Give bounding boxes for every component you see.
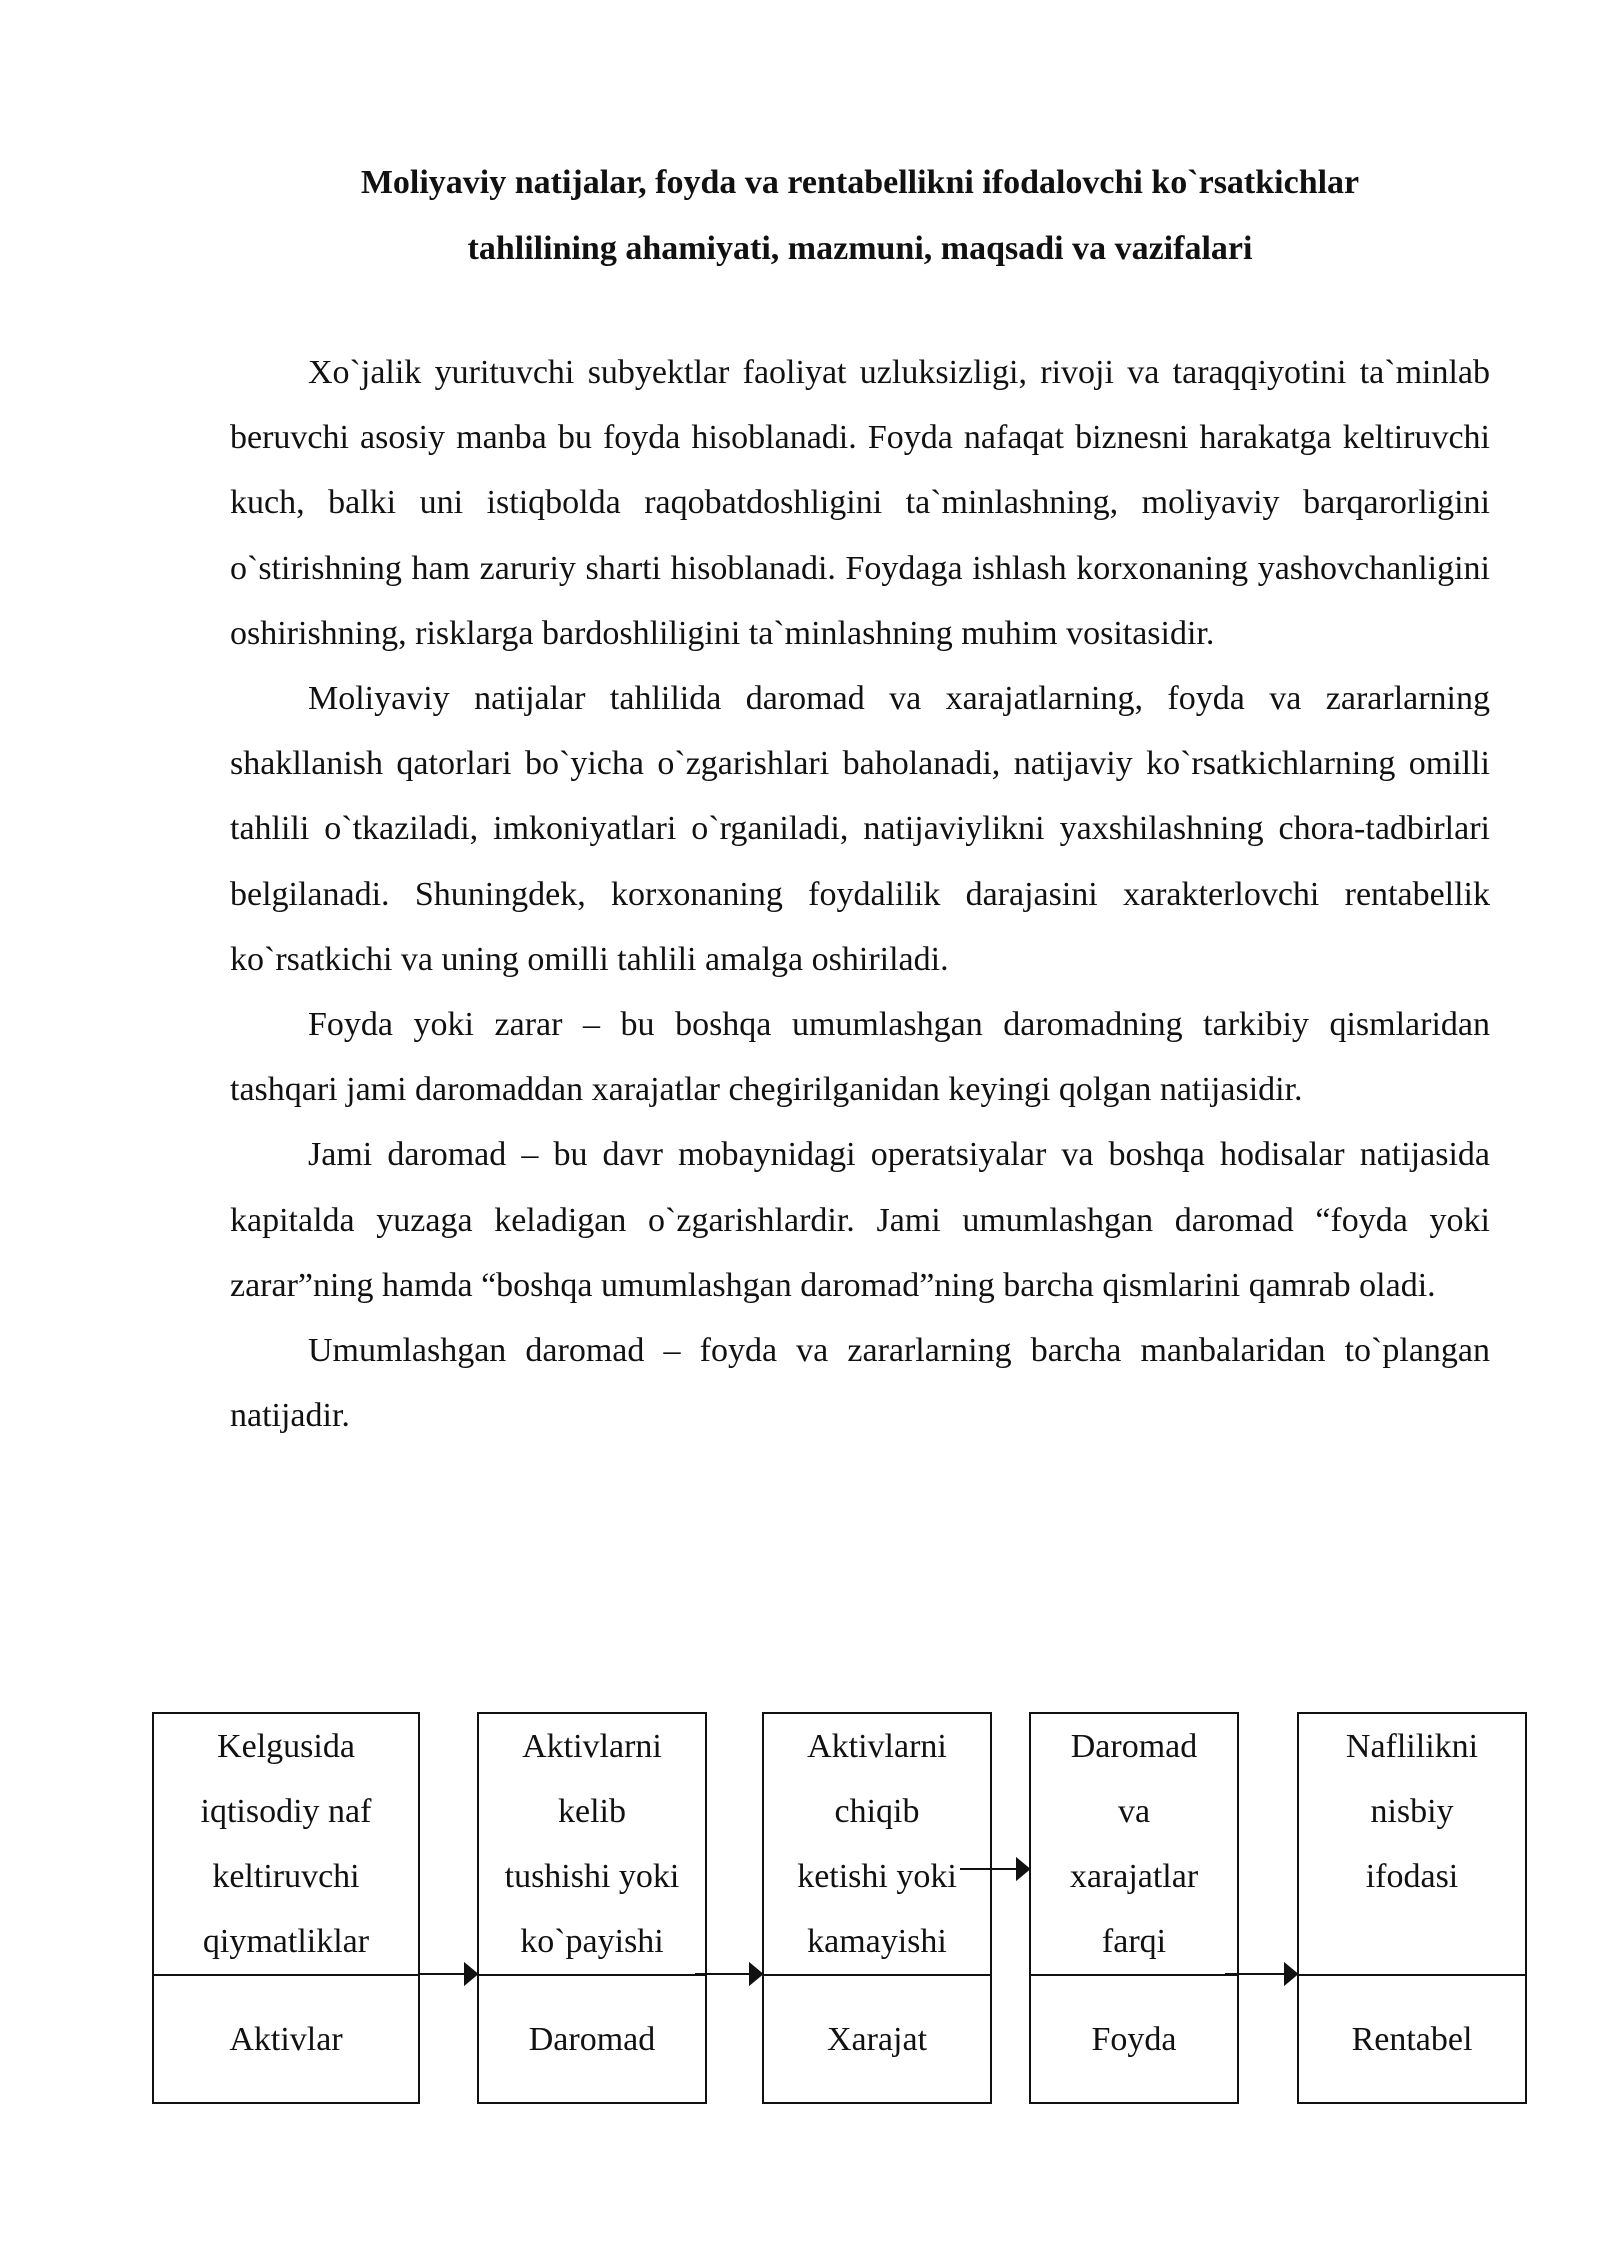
box-text-line: farqi [1101, 1923, 1167, 1960]
arrow-icon [420, 1964, 477, 1984]
box-text-line: keltiruvchi [212, 1858, 360, 1895]
body-text [230, 340, 1490, 1448]
title-line-2: tahlilining ahamiyati, mazmuni, maqsadi va vazifalari [467, 230, 1253, 267]
box-text-line: ketishi yoki [797, 1858, 957, 1895]
box-text-line: iqtisodiy naf [200, 1793, 372, 1830]
diagram-box-rentabel [1297, 1712, 1527, 2104]
paragraph: Umumlashgan daromad – foyda va zararlarning barcha manbalaridan to`plangan natijadir. [230, 1332, 1490, 1435]
box-description [1031, 1714, 1237, 1976]
box-term: Rentabel [1351, 2021, 1473, 2058]
diagram-box-foyda [1029, 1712, 1239, 2104]
box-text-line: tushishi yoki [504, 1858, 680, 1895]
box-text-line: va [1117, 1793, 1151, 1830]
box-term: Aktivlar [229, 2021, 343, 2058]
diagram-box-aktivlar [152, 1712, 420, 2104]
box-description [479, 1714, 705, 1976]
box-text-line: chiqib [834, 1793, 920, 1830]
paragraph: Foyda yoki zarar – bu boshqa umumlashgan daromadning tarkibiy qismlaridan tashqari jami daromaddan xarajatlar chegirilganidan keyingi qolgan natijasidir. [230, 1006, 1490, 1109]
box-term: Foyda [1091, 2021, 1177, 2058]
box-text-line: nisbiy [1370, 1793, 1454, 1830]
diagram-box-xarajat [762, 1712, 992, 2104]
box-text-line: ko`payishi [520, 1923, 664, 1960]
paragraph: Jami daromad – bu davr mobaynidagi operatsiyalar va boshqa hodisalar natijasida kapitalda yuzaga keladigan o`zgarishlardir. Jami umumlashgan daromad “foyda yoki zarar”ning hamda “boshqa umumlashgan daromad”ning barcha qismlarini qamrab oladi. [230, 1136, 1490, 1304]
box-text-line: qiymatliklar [202, 1923, 370, 1960]
box-description [154, 1714, 418, 1976]
box-text-line: ifodasi [1365, 1858, 1459, 1895]
box-description [764, 1714, 990, 1976]
box-text-line: Daromad [1070, 1728, 1198, 1765]
box-term: Xarajat [826, 2021, 928, 2058]
box-description [1299, 1714, 1525, 1976]
title-line-1: Moliyaviy natijalar, foyda va rentabellikni ifodalovchi ko`rsatkichlar [360, 164, 1360, 201]
box-term: Daromad [528, 2021, 656, 2058]
box-text-line: kamayishi [807, 1923, 947, 1960]
page-title [230, 150, 1490, 282]
box-text-line: Aktivlarni [522, 1728, 662, 1765]
box-text-line: Kelgusida [217, 1728, 355, 1765]
box-text-line: xarajatlar [1069, 1858, 1199, 1895]
diagram-box-daromad [477, 1712, 707, 2104]
paragraph: Xo`jalik yurituvchi subyektlar faoliyat uzluksizligi, rivoji va taraqqiyotini ta`minlab beruvchi asosiy manba bu foyda hisoblanadi. Foyda nafaqat biznesni harakatga keltiruvchi kuch, balki uni istiqbolda raqobatdoshligini ta`minlashning, moliyaviy barqarorligini o`stirishning ham zaruriy sharti hisoblanadi. Foydaga ishlash korxonaning yashovchanligini oshirishning, risklarga bardoshliligini ta`minlashning muhim vositasidir. [230, 354, 1490, 652]
box-text-line: kelib [558, 1793, 626, 1830]
paragraph: Moliyaviy natijalar tahlilida daromad va xarajatlarning, foyda va zararlarning shakllanish qatorlari bo`yicha o`zgarishlari baholanadi, natijaviy ko`rsatkichlarning omilli tahlili o`tkaziladi, imkoniyatlari o`rganiladi, natijaviylikni yaxshilashning chora-tadbirlari belgilanadi. Shuningdek, korxonaning foydalilik darajasini xarakterlovchi rentabellik ko`rsatkichi va uning omilli tahlili amalga oshiriladi. [230, 680, 1490, 978]
box-text-line: Aktivlarni [807, 1728, 947, 1765]
box-text-line: Naflilikni [1345, 1728, 1479, 1765]
